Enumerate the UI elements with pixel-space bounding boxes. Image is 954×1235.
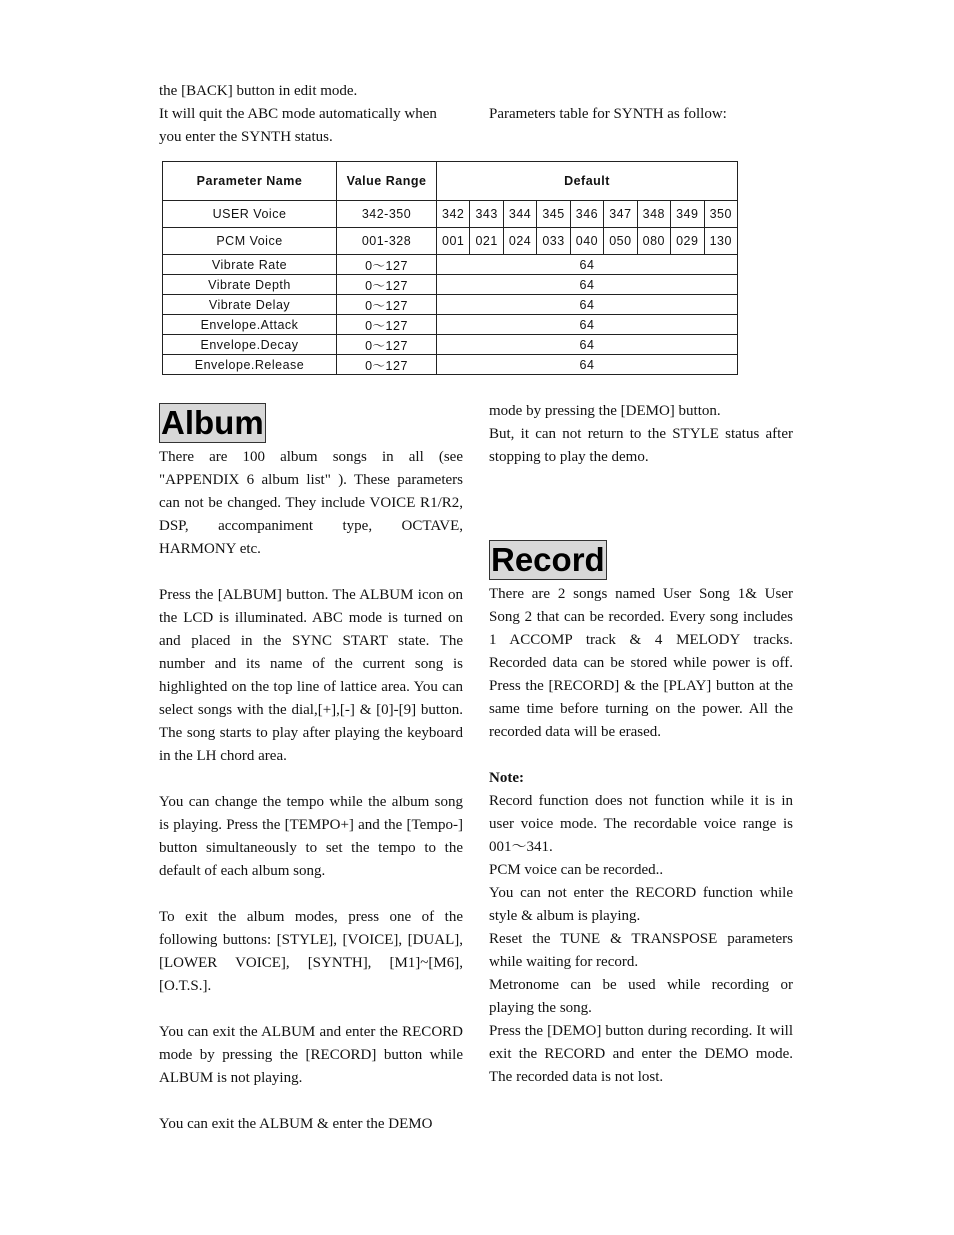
table-row — [163, 228, 738, 255]
album-heading: Album — [161, 404, 264, 441]
default-cell: 344 — [503, 201, 536, 228]
param-name: Vibrate Rate — [163, 255, 337, 275]
table-row — [163, 355, 738, 375]
album-section — [159, 446, 463, 1136]
default-cell: 050 — [604, 228, 637, 255]
default-cell: 040 — [570, 228, 603, 255]
param-range: 0～127 — [337, 315, 437, 335]
param-name: Envelope.Release — [163, 355, 337, 375]
default-cell: 64 — [437, 255, 738, 275]
intro-text — [159, 80, 459, 149]
param-name: PCM Voice — [163, 228, 337, 255]
table-row — [163, 201, 738, 228]
param-range: 342-350 — [337, 201, 437, 228]
default-cell: 343 — [470, 201, 503, 228]
default-cell: 130 — [704, 228, 738, 255]
header-default: Default — [437, 162, 738, 201]
table-row — [163, 315, 738, 335]
note-item: Press the [DEMO] button during recording. It will exit the RECORD and enter the DEMO mode. The recorded data is not lost. — [489, 1023, 793, 1085]
note-item: You can not enter the RECORD function while style & album is playing. — [489, 885, 793, 924]
table-row — [163, 255, 738, 275]
default-cell: 64 — [437, 275, 738, 295]
demo-continuation — [489, 400, 793, 469]
album-paragraph: You can exit the ALBUM & enter the DEMO — [159, 1116, 433, 1132]
continued-paragraph: But, it can not return to the STYLE status after stopping to play the demo. — [489, 426, 793, 465]
table-header-row — [163, 162, 738, 201]
param-range: 0～127 — [337, 335, 437, 355]
default-cell: 033 — [537, 228, 570, 255]
note-item: Metronome can be used while recording or playing the song. — [489, 977, 793, 1016]
note-label-text: Note: — [489, 770, 524, 786]
default-cell: 64 — [437, 315, 738, 335]
default-cell: 021 — [470, 228, 503, 255]
default-cell: 347 — [604, 201, 637, 228]
default-cell: 348 — [637, 201, 670, 228]
album-paragraph: You can change the tempo while the album song is playing. Press the [TEMPO+] and the [Tempo-] button simultaneously to set the tempo to the default of each album song. — [159, 794, 463, 879]
default-cell: 342 — [437, 201, 470, 228]
default-cell: 024 — [503, 228, 536, 255]
param-name: Vibrate Delay — [163, 295, 337, 315]
default-cell: 001 — [437, 228, 470, 255]
table-row — [163, 275, 738, 295]
album-paragraph: To exit the album modes, press one of the following buttons: [STYLE], [VOICE], [DUAL], [LOWER VOICE], [SYNTH], [M1]~[M6], [O.T.S.]. — [159, 909, 463, 994]
default-cell: 64 — [437, 335, 738, 355]
default-cell: 029 — [671, 228, 704, 255]
intro-line-2: It will quit the ABC mode automatically when — [159, 106, 437, 122]
intro-line-3: you enter the SYNTH status. — [159, 129, 333, 145]
default-cell: 345 — [537, 201, 570, 228]
param-name: Envelope.Decay — [163, 335, 337, 355]
note-label — [489, 767, 793, 790]
param-range: 0～127 — [337, 275, 437, 295]
default-cell: 080 — [637, 228, 670, 255]
param-name: USER Voice — [163, 201, 337, 228]
record-heading: Record — [491, 541, 605, 578]
header-value-range: Value Range — [337, 162, 437, 201]
synth-parameters-table — [162, 161, 738, 375]
param-range: 0～127 — [337, 295, 437, 315]
album-paragraph: You can exit the ALBUM and enter the RECORD mode by pressing the [RECORD] button while ALBUM is not playing. — [159, 1024, 463, 1086]
table-caption: Parameters table for SYNTH as follow: — [489, 106, 727, 122]
table-row — [163, 295, 738, 315]
record-section — [489, 583, 793, 1089]
record-paragraph: There are 2 songs named User Song 1& User Song 2 that can be recorded. Every song includes 1 ACCOMP track & 4 MELODY tracks. Recorded data can be stored while power is off. Press the [RECORD] & the [PLAY] button at the same time before turning on the power. All the recorded data will be erased. — [489, 586, 793, 740]
default-cell: 349 — [671, 201, 704, 228]
default-cell: 350 — [704, 201, 738, 228]
header-parameter-name: Parameter Name — [163, 162, 337, 201]
note-item: Record function does not function while it is in user voice mode. The recordable voice range is 001～341. — [489, 793, 793, 855]
param-range: 0～127 — [337, 255, 437, 275]
default-cell: 346 — [570, 201, 603, 228]
note-item: Reset the TUNE & TRANSPOSE parameters while waiting for record. — [489, 931, 793, 970]
intro-line-1: the [BACK] button in edit mode. — [159, 83, 358, 99]
default-cell: 64 — [437, 295, 738, 315]
continued-paragraph: mode by pressing the [DEMO] button. — [489, 403, 721, 419]
default-cell: 64 — [437, 355, 738, 375]
param-range: 001-328 — [337, 228, 437, 255]
param-range: 0～127 — [337, 355, 437, 375]
table-row — [163, 335, 738, 355]
param-name: Envelope.Attack — [163, 315, 337, 335]
album-paragraph: Press the [ALBUM] button. The ALBUM icon on the LCD is illuminated. ABC mode is turned on and placed in the SYNC START state. The number and its name of the current song is highlighted on the top line of lattice area. You can select songs with the dial,[+],[-] & [0]-[9] button. The song starts to play after playing the keyboard in the LH chord area. — [159, 587, 463, 764]
album-paragraph: There are 100 album songs in all (see "APPENDIX 6 album list" ). These parameters can not be changed. They include VOICE R1/R2, DSP, accompaniment type, OCTAVE, HARMONY etc. — [159, 449, 463, 557]
note-item: PCM voice can be recorded.. — [489, 862, 664, 878]
param-name: Vibrate Depth — [163, 275, 337, 295]
